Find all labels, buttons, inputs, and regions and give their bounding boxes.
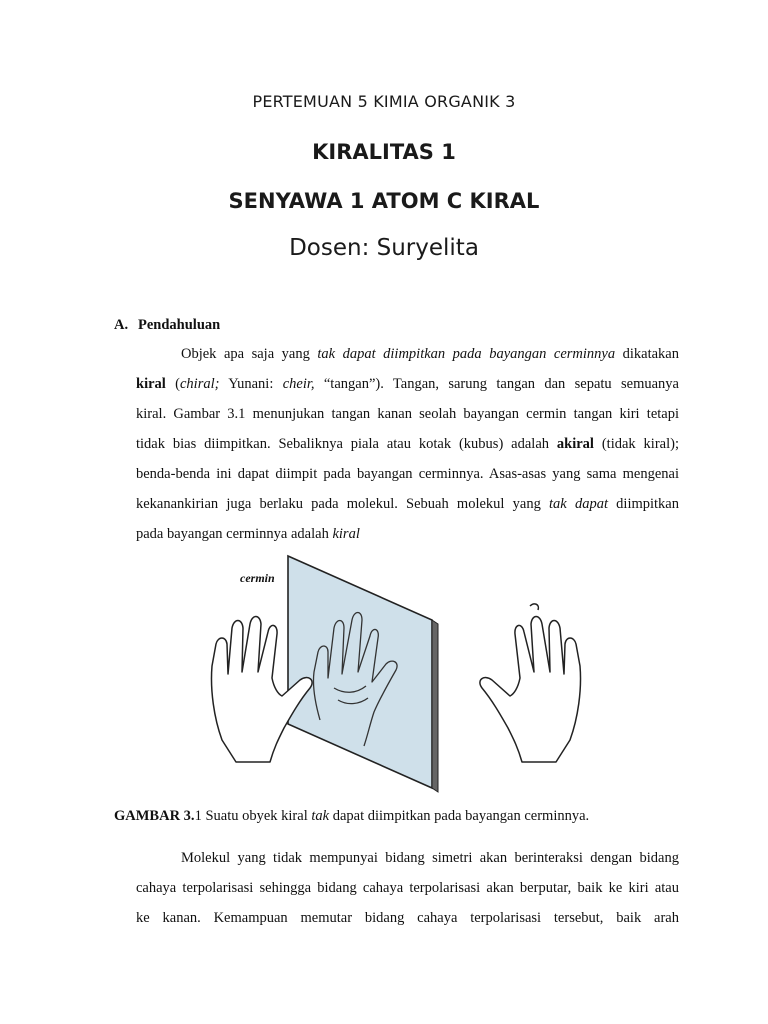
intro-paragraph <box>136 339 679 549</box>
mirror-hands-figure <box>200 548 595 793</box>
second-paragraph <box>136 843 679 933</box>
paragraph-line: kiral. Gambar 3.1 menunjukan tangan kanan seolah bayangan cermin tangan kiri tetapi <box>136 406 679 422</box>
paragraph-line: cahaya terpolarisasi sehingga bidang cahaya terpolarisasi akan berputar, baik ke kiri atau <box>136 880 679 896</box>
paragraph-line: ke kanan. Kemampuan memutar bidang cahaya terpolarisasi tersebut, baik arah <box>136 910 679 926</box>
paragraph-line: Molekul yang tidak mempunyai bidang simetri akan berinteraksi dengan bidang <box>181 850 679 866</box>
lecturer-name: Dosen: Suryelita <box>289 235 479 261</box>
right-hand-drawing <box>480 604 581 762</box>
paragraph-line: benda-benda ini dapat diimpit pada bayangan cerminnya. Asas-asas yang sama mengenai <box>136 466 679 482</box>
mirror-label: cermin <box>240 571 275 585</box>
paragraph-line: tidak bias diimpitkan. Sebaliknya piala atau kotak (kubus) adalah akiral (tidak kiral); <box>136 436 679 452</box>
section-title: Pendahuluan <box>138 317 221 333</box>
figure-caption: GAMBAR 3.1 Suatu obyek kiral tak dapat diimpitkan pada bayangan cerminnya. <box>114 808 590 824</box>
mirror-hands-illustration <box>200 548 595 793</box>
paragraph-line: kiral (chiral; Yunani: cheir, “tangan”). Tangan, sarung tangan dan sepatu semuanya <box>136 376 679 392</box>
document-title: KIRALITAS 1 <box>312 140 456 164</box>
mirror-pane <box>288 556 432 788</box>
mirror-edge <box>432 620 438 792</box>
paragraph-line: pada bayangan cerminnya adalah kiral <box>136 526 360 542</box>
course-heading: PERTEMUAN 5 KIMIA ORGANIK 3 <box>252 92 516 111</box>
document-subtitle: SENYAWA 1 ATOM C KIRAL <box>228 189 540 213</box>
section-heading <box>114 317 220 334</box>
paragraph-line: kekanankirian juga berlaku pada molekul. Sebuah molekul yang tak dapat diimpitkan <box>136 496 679 512</box>
paragraph-line: Objek apa saja yang tak dapat diimpitkan pada bayangan cerminnya dikatakan <box>181 346 679 362</box>
section-number: A. <box>114 317 129 333</box>
